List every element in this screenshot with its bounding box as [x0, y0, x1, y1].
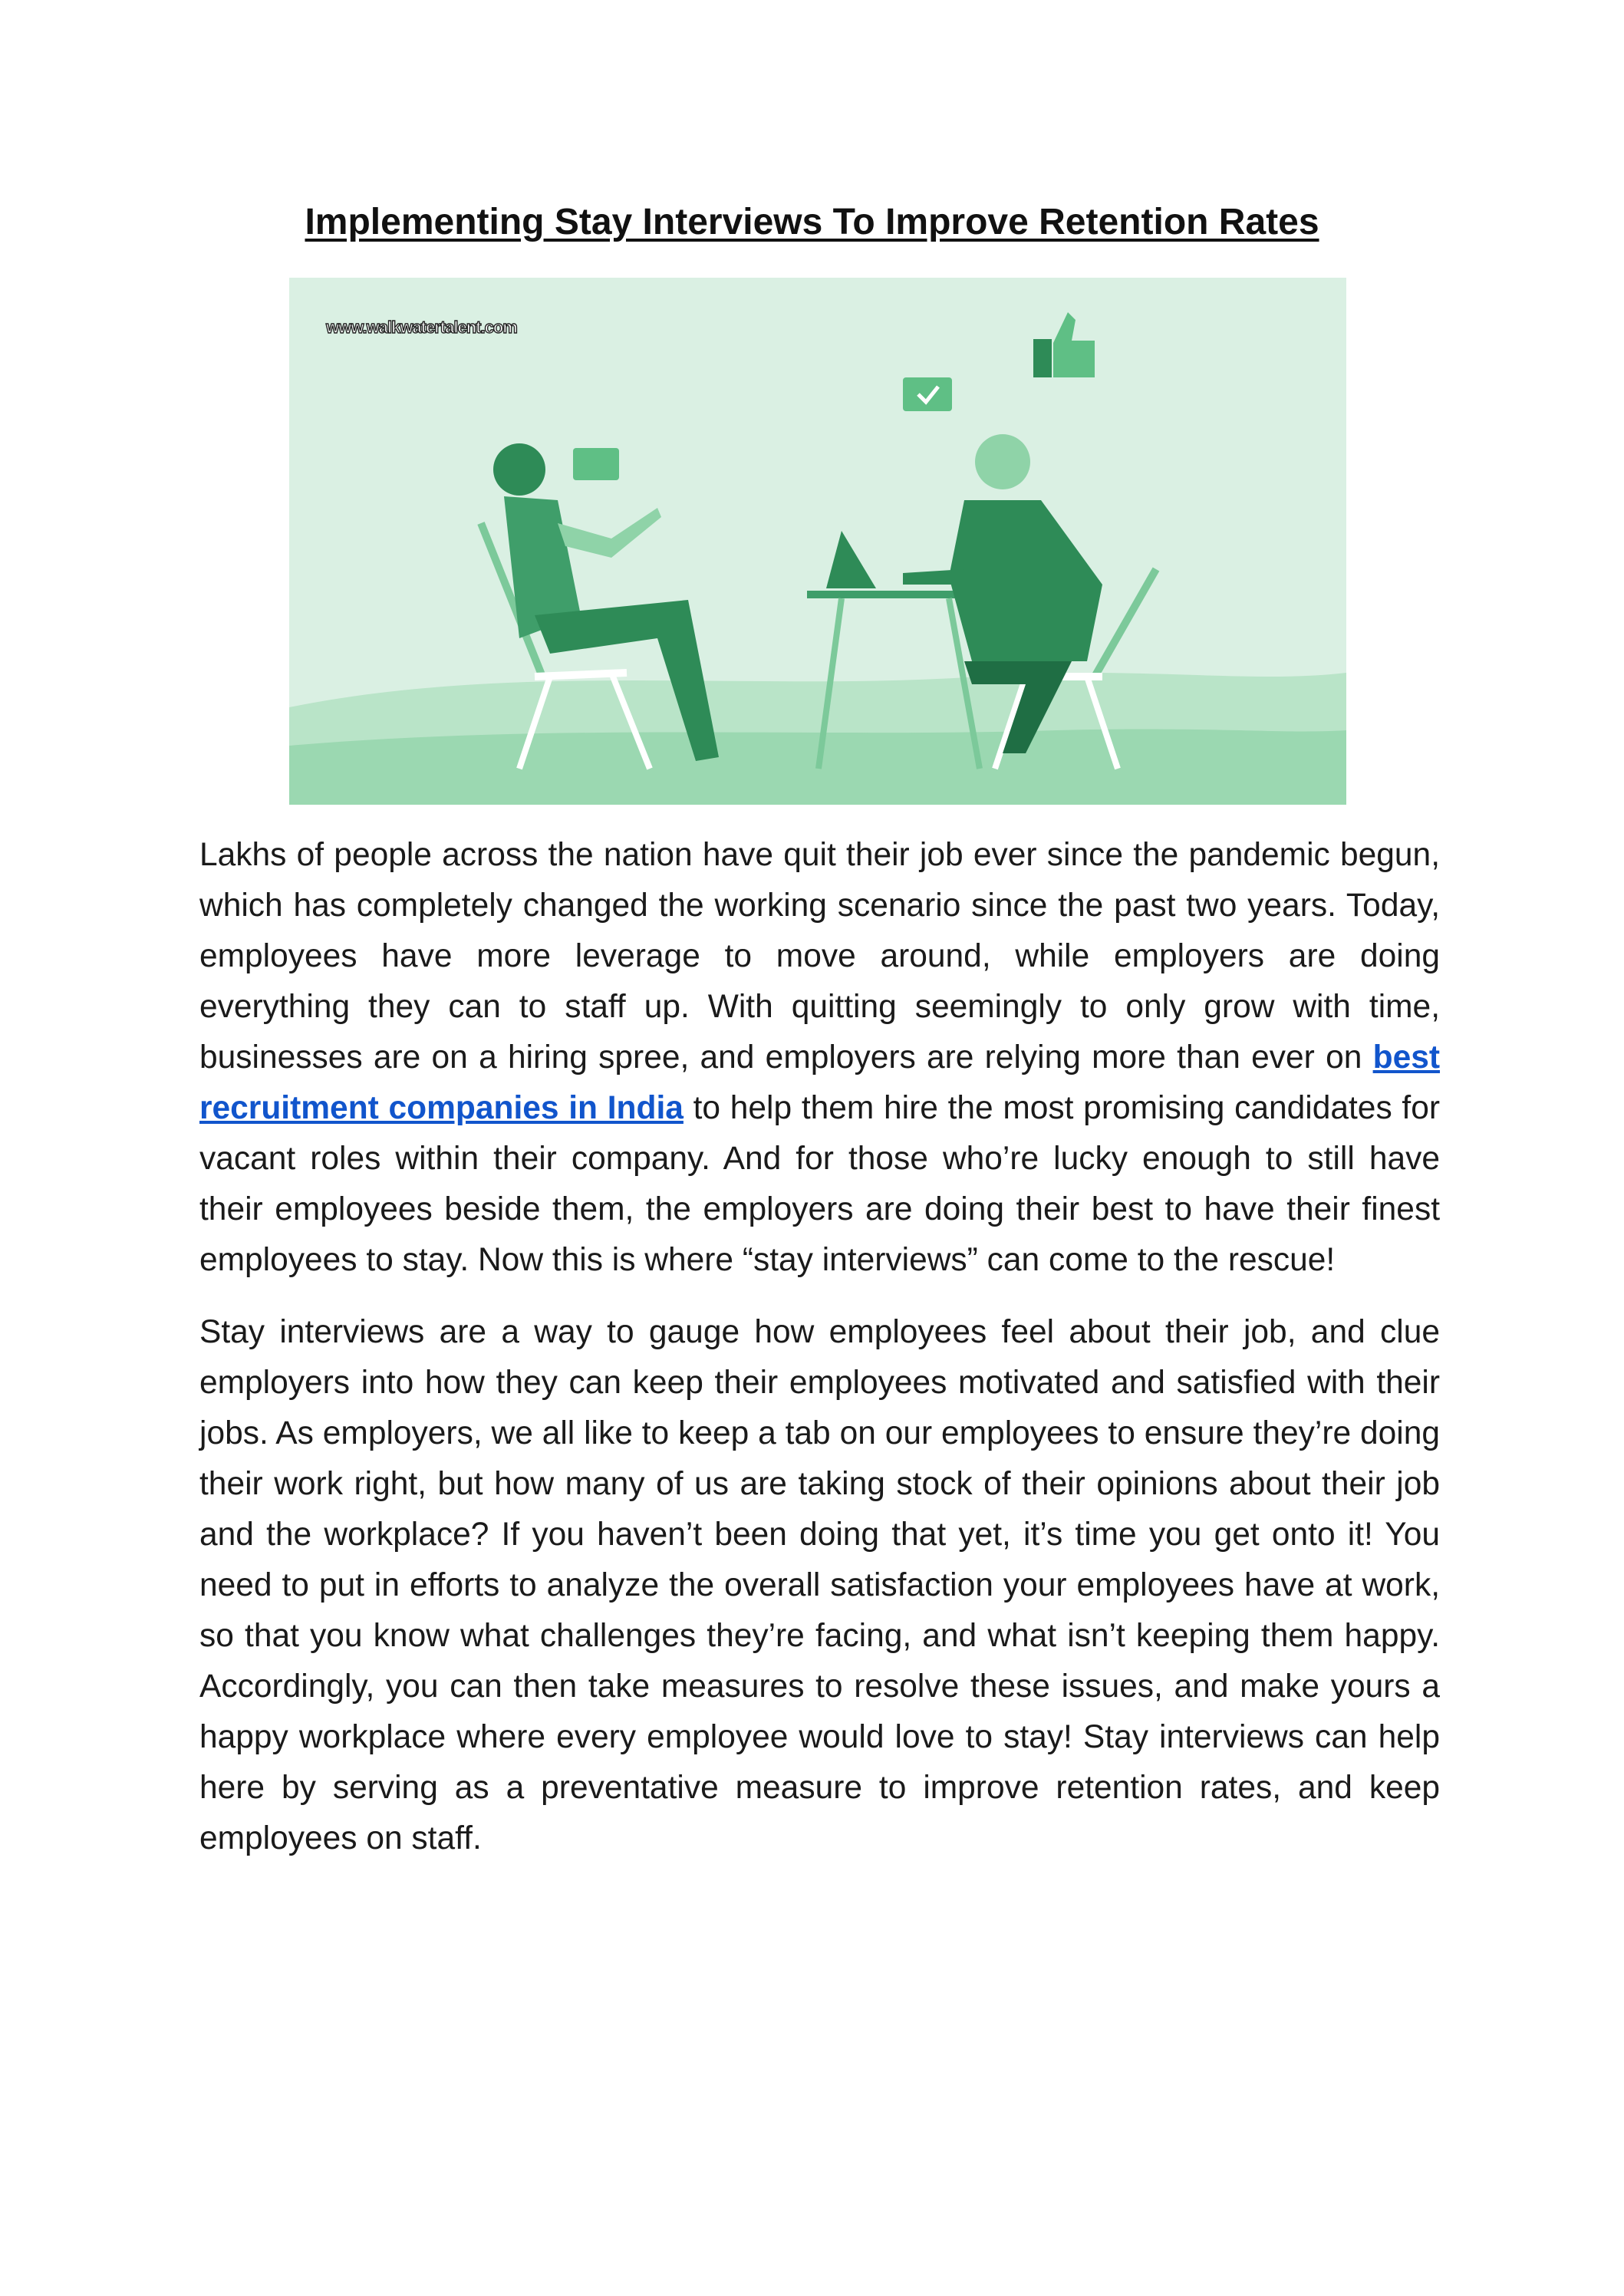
- paragraph-1: [199, 830, 1440, 1286]
- watermark: www.walkwatertalent.com: [326, 318, 517, 337]
- hero-illustration: [289, 278, 1346, 805]
- paragraph-1-text-after: to help them hire the most promising candidates for vacant roles within their company. And for those who’re lucky enough to still have their employees beside them, the employers are doing their best to have their finest employees to stay. Now this is where “stay interviews” can come to the rescue!: [199, 1090, 1441, 1278]
- article-body: [199, 830, 1440, 1886]
- stay-interview-illustration: [289, 278, 1346, 805]
- page-title: Implementing Stay Interviews To Improve Retention Rates: [305, 202, 1319, 242]
- paragraph-1-text-before: Lakhs of people across the nation have quit their job ever since the pandemic begun, which has completely changed the working scenario since the past two years. Today, employees have more leverage to move around, while employers are doing everything they can to staff up. With quitting seemingly to only grow with time, businesses are on a hiring spree, and employers are relying more than ever on: [199, 837, 1440, 1076]
- recruitment-companies-link[interactable]: best recruitment companies in India: [199, 1039, 1440, 1126]
- paragraph-2: Stay interviews are a way to gauge how employees feel about their job, and clue employers into how they can keep their employees motivated and satisfied with their jobs. As employers, we all like to keep a tab on our employees to ensure they’re doing their work right, but how many of us are taking stock of their opinions about their job and the workplace? If you haven’t been doing that yet, it’s time you get onto it! You need to put in efforts to analyze the overall satisfaction your employees have at work, so that you know what challenges they’re facing, and what isn’t keeping them happy. Accordingly, you can then take measures to resolve these issues, and make yours a happy workplace where every employee would love to stay! Stay interviews can help here by serving as a preventative measure to improve retention rates, and keep employees on staff.: [199, 1314, 1440, 1856]
